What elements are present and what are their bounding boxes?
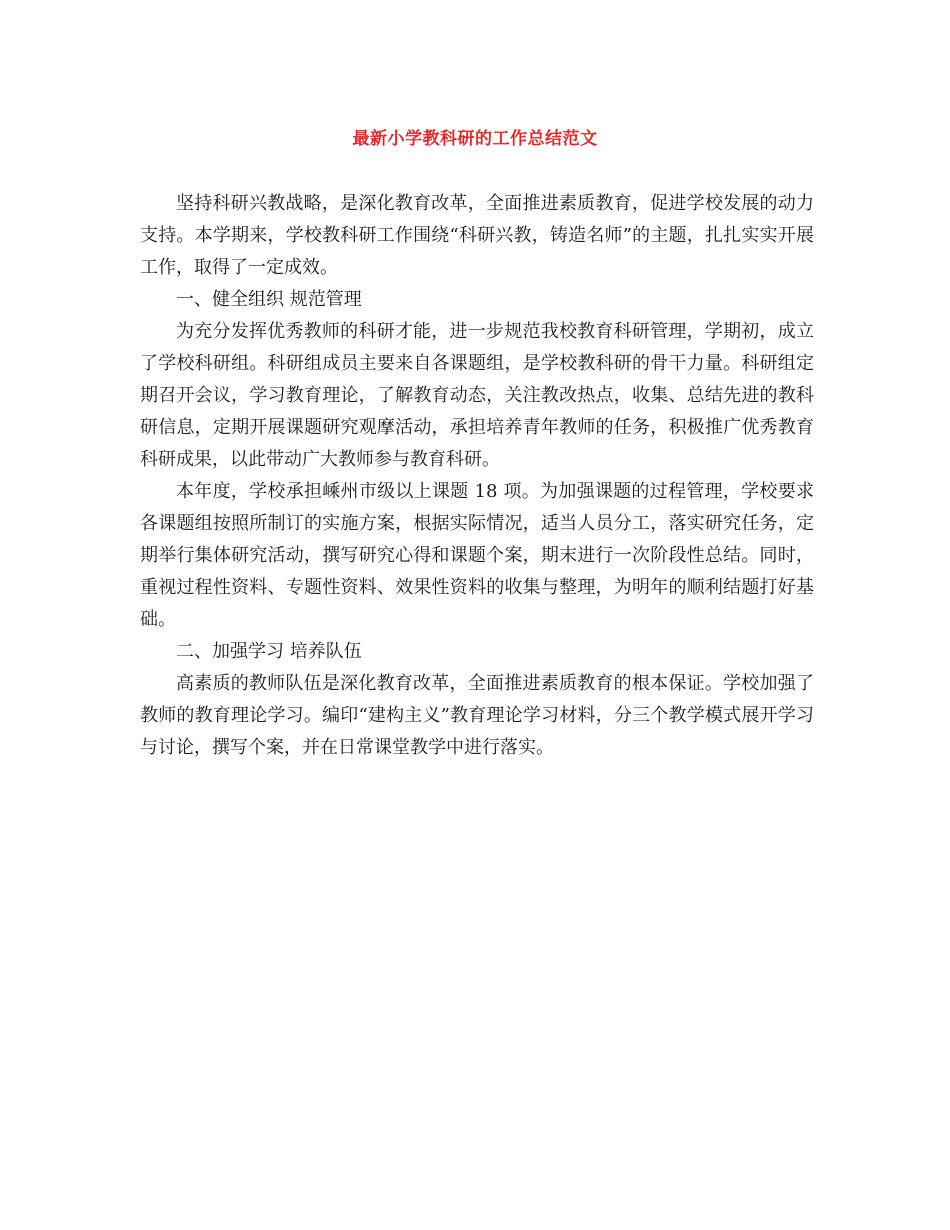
section-heading-1: 一、健全组织 规范管理: [176, 289, 362, 310]
section-heading-2: 二、加强学习 培养队伍: [176, 641, 362, 662]
section-1-paragraph-1: 为充分发挥优秀教师的科研才能，进一步规范我校教育科研管理，学期初，成立了学校科研组。科研组成员主要来自各课题组，是学校教科研的骨干力量。科研组定期召开会议，学习教育理论，了解教育动态，关注教改热点，收集、总结先进的教科研信息，定期开展课题研究观摩活动，承担培养青年教师的任务，积极推广优秀教育科研成果，以此带动广大教师参与教育科研。: [140, 321, 814, 470]
document-body: [140, 188, 814, 764]
section-1-paragraph-2: 本年度，学校承担嵊州市级以上课题 18 项。为加强课题的过程管理，学校要求各课题组按照所制订的实施方案，根据实际情况，适当人员分工，落实研究任务，定期举行集体研究活动，撰写研究心得和课题个案，期末进行一次阶段性总结。同时，重视过程性资料、专题性资料、效果性资料的收集与整理，为明年的顺利结题打好基础。: [140, 481, 814, 630]
section-2-paragraph-1: 高素质的教师队伍是深化教育改革，全面推进素质教育的根本保证。学校加强了教师的教育理论学习。编印“建构主义”教育理论学习材料，分三个教学模式展开学习与讨论，撰写个案，并在日常课堂教学中进行落实。: [140, 673, 814, 758]
intro-paragraph: 坚持科研兴教战略，是深化教育改革，全面推进素质教育，促进学校发展的动力支持。本学期来，学校教科研工作围绕“科研兴教，铸造名师”的主题，扎扎实实开展工作，取得了一定成效。: [140, 193, 814, 278]
document-title: 最新小学教科研的工作总结范文: [352, 129, 598, 149]
